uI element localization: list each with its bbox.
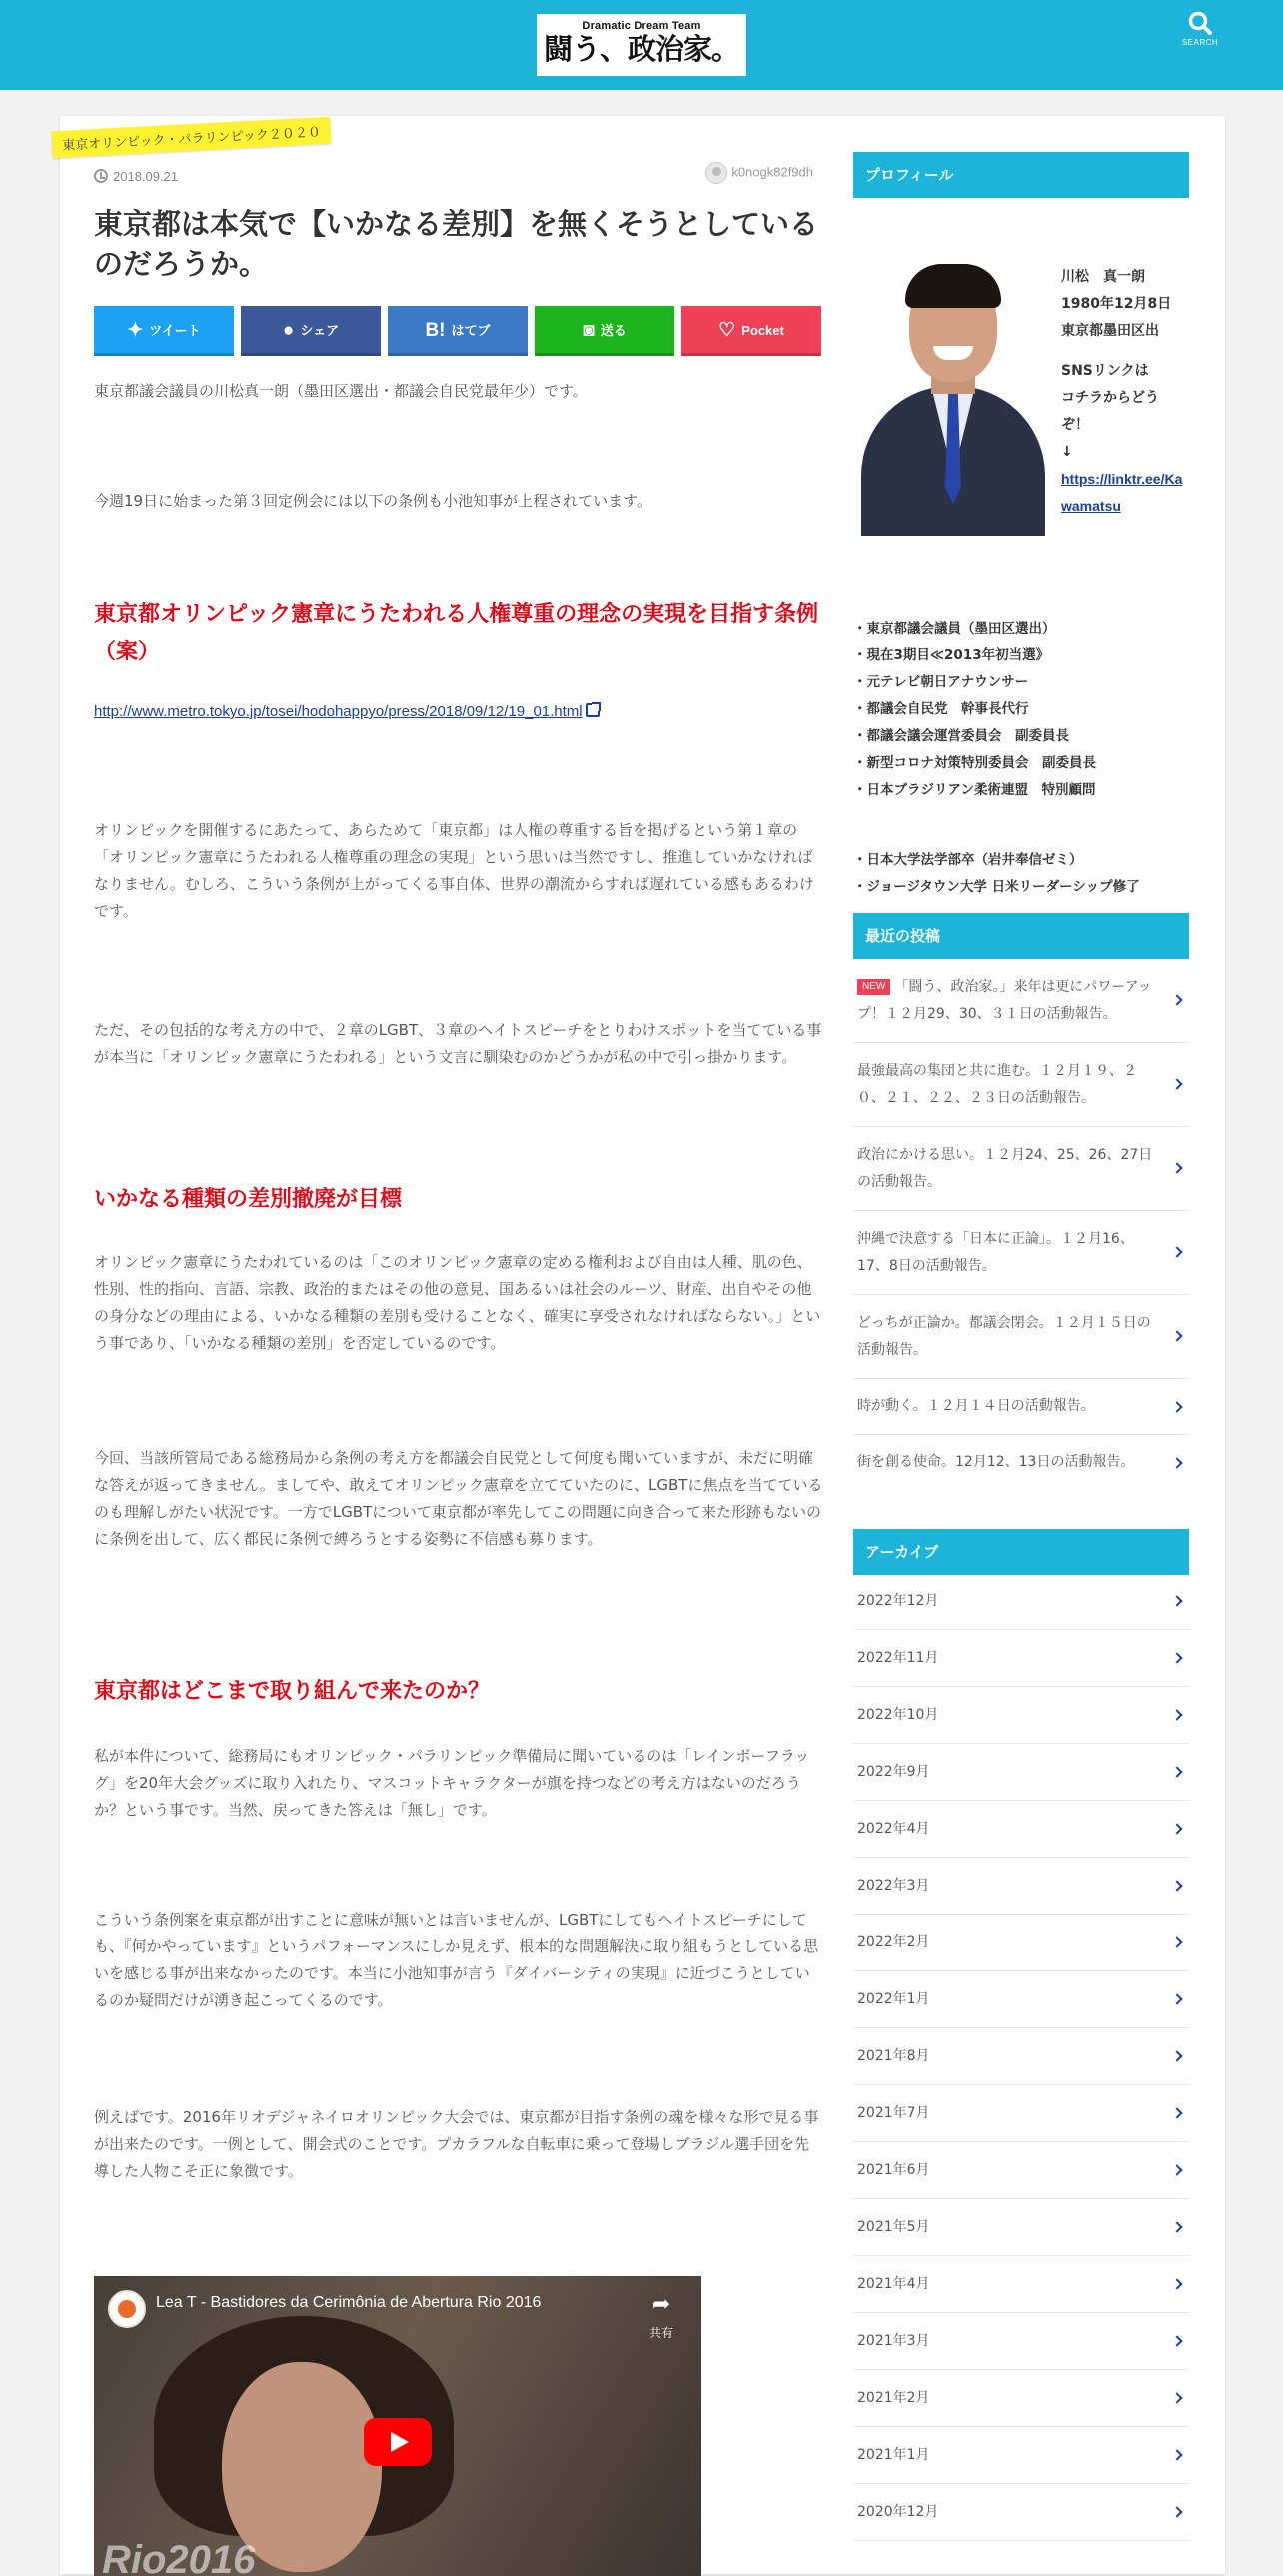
- external-link[interactable]: [94, 703, 600, 720]
- post-date: [94, 169, 178, 184]
- recent-post-title: 沖縄で決意する「日本に正論」。１２月16、17、8日の活動報告。: [857, 1231, 1134, 1274]
- recent-post-item[interactable]: [853, 1379, 1189, 1435]
- sns-note-line: SNSリンクは: [1061, 363, 1149, 379]
- post-date-text: 2018.09.21: [113, 169, 179, 184]
- archive-label: 2022年10月: [857, 1707, 939, 1723]
- paragraph: ただ、その包括的な考え方の中で、２章のLGBT、３章のヘイトスピーチをとりわけスポットを当てている事が本当に「オリンピック憲章にうたわれる」という文言に馴染むのかどうかが私の中で引っ掛かります。: [94, 1021, 822, 1066]
- archive-label: 2021年3月: [857, 2333, 930, 2349]
- profile-name: 川松 真一朗: [1061, 269, 1145, 285]
- recent-post-item[interactable]: [853, 1211, 1189, 1295]
- share-arrow-icon[interactable]: ➦: [651, 2292, 671, 2317]
- archive-label: 2021年6月: [857, 2162, 930, 2178]
- archive-item[interactable]: [853, 2484, 1189, 2541]
- archive-item[interactable]: [853, 1687, 1189, 1744]
- new-badge: NEW: [857, 979, 890, 995]
- chevron-right-icon: [1171, 1595, 1182, 1606]
- section-heading: 東京都オリンピック憲章にうたわれる人権尊重の理念の実現を目指す条例（案）: [94, 602, 819, 664]
- chevron-right-icon: [1171, 2335, 1182, 2346]
- sns-link[interactable]: https://linktr.ee/Kawamatsu: [1061, 471, 1183, 514]
- archive-label: 2021年7月: [857, 2105, 930, 2121]
- archive-item[interactable]: [853, 2427, 1189, 2484]
- hatena-button[interactable]: [388, 306, 528, 356]
- chevron-right-icon: [1171, 2164, 1182, 2175]
- archive-item[interactable]: [853, 2256, 1189, 2313]
- chevron-right-icon: [1171, 1078, 1182, 1089]
- site-header: [0, 0, 1283, 90]
- pocket-button[interactable]: [681, 306, 821, 356]
- chevron-right-icon: [1171, 1993, 1182, 2004]
- career-item: ・現在3期目≪2013年初当選》: [853, 647, 1050, 663]
- career-list: [853, 616, 1193, 804]
- archive-item[interactable]: [853, 1915, 1189, 1971]
- archive-item[interactable]: [853, 1801, 1189, 1858]
- section-heading: 東京都はどこまで取り組んで来たのか？: [94, 1679, 491, 1704]
- career-item: ・元テレビ朝日アナウンサー: [853, 674, 1029, 690]
- education-item: ・日本大学法学部卒（岩井奉信ゼミ）: [853, 852, 1083, 868]
- paragraph: オリンピック憲章にうたわれているのは「このオリンピック憲章の定める権利および自由は人種、肌の色、性別、性的指向、言語、宗教、政治的またはその他の意見、国あるいは社会のルーツ、財産、出自やその他の身分などの理由による、いかなる種類の差別も受けることなく、確実に享受されなければならない。」という事であり、「いかなる種類の差別」を否定しているのです。: [94, 1253, 821, 1352]
- chevron-right-icon: [1171, 1246, 1182, 1257]
- line-button[interactable]: [535, 306, 674, 356]
- chevron-right-icon: [1171, 2449, 1182, 2460]
- photo-hair: [905, 264, 1001, 308]
- archive-item[interactable]: [853, 2142, 1189, 2199]
- video-share-label[interactable]: 共有: [648, 2326, 673, 2340]
- recent-post-item[interactable]: [853, 1295, 1189, 1379]
- archive-label: 2022年4月: [857, 1821, 930, 1837]
- archive-item[interactable]: [853, 2028, 1189, 2085]
- twitter-icon: ✦: [127, 320, 144, 341]
- archive-title: アーカイブ: [853, 1529, 1189, 1575]
- chevron-right-icon: [1171, 2221, 1182, 2232]
- chevron-right-icon: [1171, 1766, 1182, 1777]
- play-button[interactable]: [364, 2418, 432, 2466]
- search-button[interactable]: [1175, 10, 1225, 56]
- tweet-button[interactable]: [94, 306, 234, 356]
- archive-label: 2022年1月: [857, 1991, 930, 2007]
- chevron-right-icon: [1171, 1162, 1182, 1173]
- career-item: ・東京都議会議員（墨田区選出）: [853, 621, 1056, 637]
- recent-post-title: 最強最高の集団と共に進む。１２月１９、２０、２１、２２、２３日の活動報告。: [857, 1063, 1137, 1106]
- facebook-icon: ●: [282, 320, 295, 341]
- section-heading: いかなる種類の差別撤廃が目標: [94, 1187, 403, 1212]
- facebook-share-button[interactable]: [241, 306, 381, 356]
- archive-item[interactable]: [853, 1630, 1189, 1687]
- post-author[interactable]: [705, 162, 813, 184]
- sns-note-line: コチラからどう: [1061, 390, 1159, 406]
- recent-post-item[interactable]: [853, 1043, 1189, 1127]
- line-label: 送る: [600, 323, 627, 338]
- archive-item[interactable]: [853, 2313, 1189, 2370]
- chevron-right-icon: [1171, 1880, 1182, 1891]
- paragraph: 今週19日に始まった第３回定例会には以下の条例も小池知事が上程されています。: [94, 492, 651, 510]
- hatena-label: はてブ: [451, 323, 491, 338]
- search-label: SEARCH: [1181, 38, 1219, 47]
- archive-label: 2020年12月: [857, 2504, 939, 2520]
- sns-note: [1061, 358, 1191, 466]
- author-name: k0nogk82f9dh: [731, 164, 813, 180]
- youtube-video[interactable]: [94, 2276, 701, 2576]
- video-title[interactable]: Lea T - Bastidores da Cerimônia de Abertura Rio 2016: [156, 2294, 542, 2311]
- facebook-label: シェア: [300, 323, 340, 338]
- profile-photo: [853, 236, 1053, 536]
- sns-note-line: ぞ！: [1061, 417, 1089, 433]
- recent-post-title: どっちが正論か。都議会閉会。１２月１５日の活動報告。: [857, 1315, 1151, 1358]
- link-text: http://www.metro.tokyo.jp/tosei/hodohappyo/press/2018/09/12/19_01.html: [94, 703, 583, 720]
- archive-label: 2022年2月: [857, 1934, 930, 1950]
- archive-item[interactable]: [853, 1971, 1189, 2028]
- education-list: [853, 847, 1193, 901]
- archive-label: 2021年8月: [857, 2048, 930, 2064]
- post-title: 東京都は本気で【いかなる差別】を無くそうとしているのだろうか。: [94, 207, 819, 281]
- profile-birthday: 1980年12月8日: [1061, 296, 1172, 312]
- chevron-right-icon: [1171, 2506, 1182, 2517]
- chevron-right-icon: [1171, 1401, 1182, 1412]
- chevron-right-icon: [1171, 1709, 1182, 1720]
- archive-item[interactable]: [853, 1744, 1189, 1801]
- archive-label: 2021年1月: [857, 2447, 930, 2463]
- paragraph: オリンピックを開催するにあたって、あらためて「東京都」は人権の尊重する旨を掲げるという第１章の「オリンピック憲章にうたわれる人権尊重の理念の実現」という思いは当然ですし、推進していかなければなりません。むしろ、こういう条例が上がってくる事自体、世界の潮流からすれば遅れている感もあるわけです。: [94, 821, 814, 920]
- recent-post-title: 「闘う、政治家。」来年は更にパワーアップ！１２月29、30、３１日の活動報告。: [857, 979, 1152, 1022]
- pocket-label: Pocket: [741, 323, 784, 338]
- chevron-right-icon: [1171, 1936, 1182, 1947]
- hatena-icon: B!: [425, 320, 446, 341]
- logo-subtitle: Dramatic Dream Team: [582, 20, 701, 32]
- paragraph: こういう条例案を東京都が出すことに意味が無いとは言いませんが、LGBTにしてもヘイトスピーチにしても、『何かやっています』というパフォーマンスにしか見えず、根本的な問題解決に取り組もうとしている思いを感じる事が出来なかったのです。本当に小池知事が言う『ダイバーシティの実現』に近づこうとしているのか疑問だけが湧き起こってくるのです。: [94, 1911, 819, 2009]
- chevron-right-icon: [1171, 1330, 1182, 1341]
- paragraph: 例えばです。2016年リオデジャネイロオリンピック大会では、東京都が目指す条例の魂を様々な形で見る事が出来たのです。一例として、開会式のことです。プカラフルな自転車に乗って登場しブラジル選手団を先導した人物こそ正に象徴です。: [94, 2108, 819, 2180]
- logo-title: 闘う、政治家。: [543, 32, 739, 66]
- career-item: ・都議会議会運営委員会 副委員長: [853, 728, 1069, 744]
- archive-label: 2022年9月: [857, 1764, 930, 1780]
- line-icon: ◙: [583, 320, 595, 341]
- chevron-right-icon: [1171, 2107, 1182, 2118]
- recent-post-title: 政治にかける思い。１２月24、25、26、27日の活動報告。: [857, 1147, 1153, 1190]
- profile-details: [1061, 264, 1191, 345]
- education-item: ・ジョージタウン大学 日米リーダーシップ修了: [853, 879, 1140, 895]
- recent-post-title: 街を創る使命。12月12、13日の活動報告。: [857, 1454, 1135, 1470]
- archive-item[interactable]: [853, 2199, 1189, 2256]
- chevron-right-icon: [1171, 2278, 1182, 2289]
- archive-label: 2022年3月: [857, 1878, 930, 1894]
- chevron-right-icon: [1171, 1823, 1182, 1834]
- archive-label: 2021年4月: [857, 2276, 930, 2292]
- profile-widget-title: プロフィール: [853, 152, 1189, 198]
- sns-note-line: ↓: [1061, 444, 1073, 460]
- share-buttons: [94, 306, 821, 356]
- paragraph: 今回、当該所管局である総務局から条例の考え方を都議会自民党として何度も聞いていますが、未だに明確な答えが返ってきません。ましてや、敢えてオリンピック憲章を立てていたのに、LGBTに焦点を当てているのも理解しがたい状況です。一方でLGBTについて東京都が率先してこの問題に向き合って来た形跡もないのに条例を出して、広く都民に条例で縛ろうとする姿勢に不信感も募ります。: [94, 1449, 823, 1548]
- chevron-right-icon: [1171, 2050, 1182, 2061]
- career-item: ・都議会自民党 幹事長代行: [853, 701, 1029, 717]
- archive-item[interactable]: [853, 1573, 1189, 1630]
- external-link-icon: [586, 703, 600, 717]
- recent-post-title: 時が動く。１２月１４日の活動報告。: [857, 1398, 1095, 1414]
- chevron-right-icon: [1171, 1457, 1182, 1468]
- paragraph: 私が本件について、総務局にもオリンピック・パラリンピック準備局に聞いているのは「レインボーフラッグ」を20年大会グッズに取り入れたり、マスコットキャラクターが旗を持つなどの考え方はないのだろうか？という事です。当然、戻ってきた答えは「無し」です。: [94, 1747, 810, 1819]
- paragraph-intro: 東京都議会議員の川松真一朗（墨田区選出・都議会自民党最年少）です。: [94, 382, 588, 400]
- chevron-right-icon: [1171, 1652, 1182, 1663]
- archive-item[interactable]: [853, 2085, 1189, 2142]
- profile-birthplace: 東京都墨田区出: [1061, 323, 1159, 339]
- recent-posts-title: 最近の投稿: [853, 913, 1189, 959]
- archive-label: 2021年2月: [857, 2390, 930, 2406]
- archive-item[interactable]: [853, 2370, 1189, 2427]
- video-watermark: Rio2016: [102, 2538, 256, 2576]
- career-item: ・新型コロナ対策特別委員会 副委員長: [853, 755, 1096, 771]
- recent-post-item[interactable]: [853, 1435, 1189, 1491]
- pocket-icon: ♡: [718, 320, 736, 341]
- archive-label: 2021年5月: [857, 2219, 930, 2235]
- clock-icon: [94, 169, 108, 183]
- site-logo[interactable]: [537, 14, 746, 76]
- channel-avatar[interactable]: [108, 2290, 146, 2328]
- archive-label: 2022年12月: [857, 1593, 939, 1609]
- avatar: [705, 162, 727, 184]
- recent-post-item[interactable]: [853, 961, 1189, 1043]
- archive-item[interactable]: [853, 1858, 1189, 1915]
- chevron-right-icon: [1171, 994, 1182, 1005]
- career-item: ・日本ブラジリアン柔術連盟 特別顧問: [853, 782, 1096, 798]
- category-label[interactable]: 東京オリンピック・パラリンピック２０２０: [51, 117, 331, 159]
- tweet-label: ツイート: [149, 323, 201, 338]
- search-icon: [1187, 10, 1213, 36]
- recent-post-item[interactable]: [853, 1127, 1189, 1211]
- archive-label: 2022年11月: [857, 1650, 939, 1666]
- chevron-right-icon: [1171, 2392, 1182, 2403]
